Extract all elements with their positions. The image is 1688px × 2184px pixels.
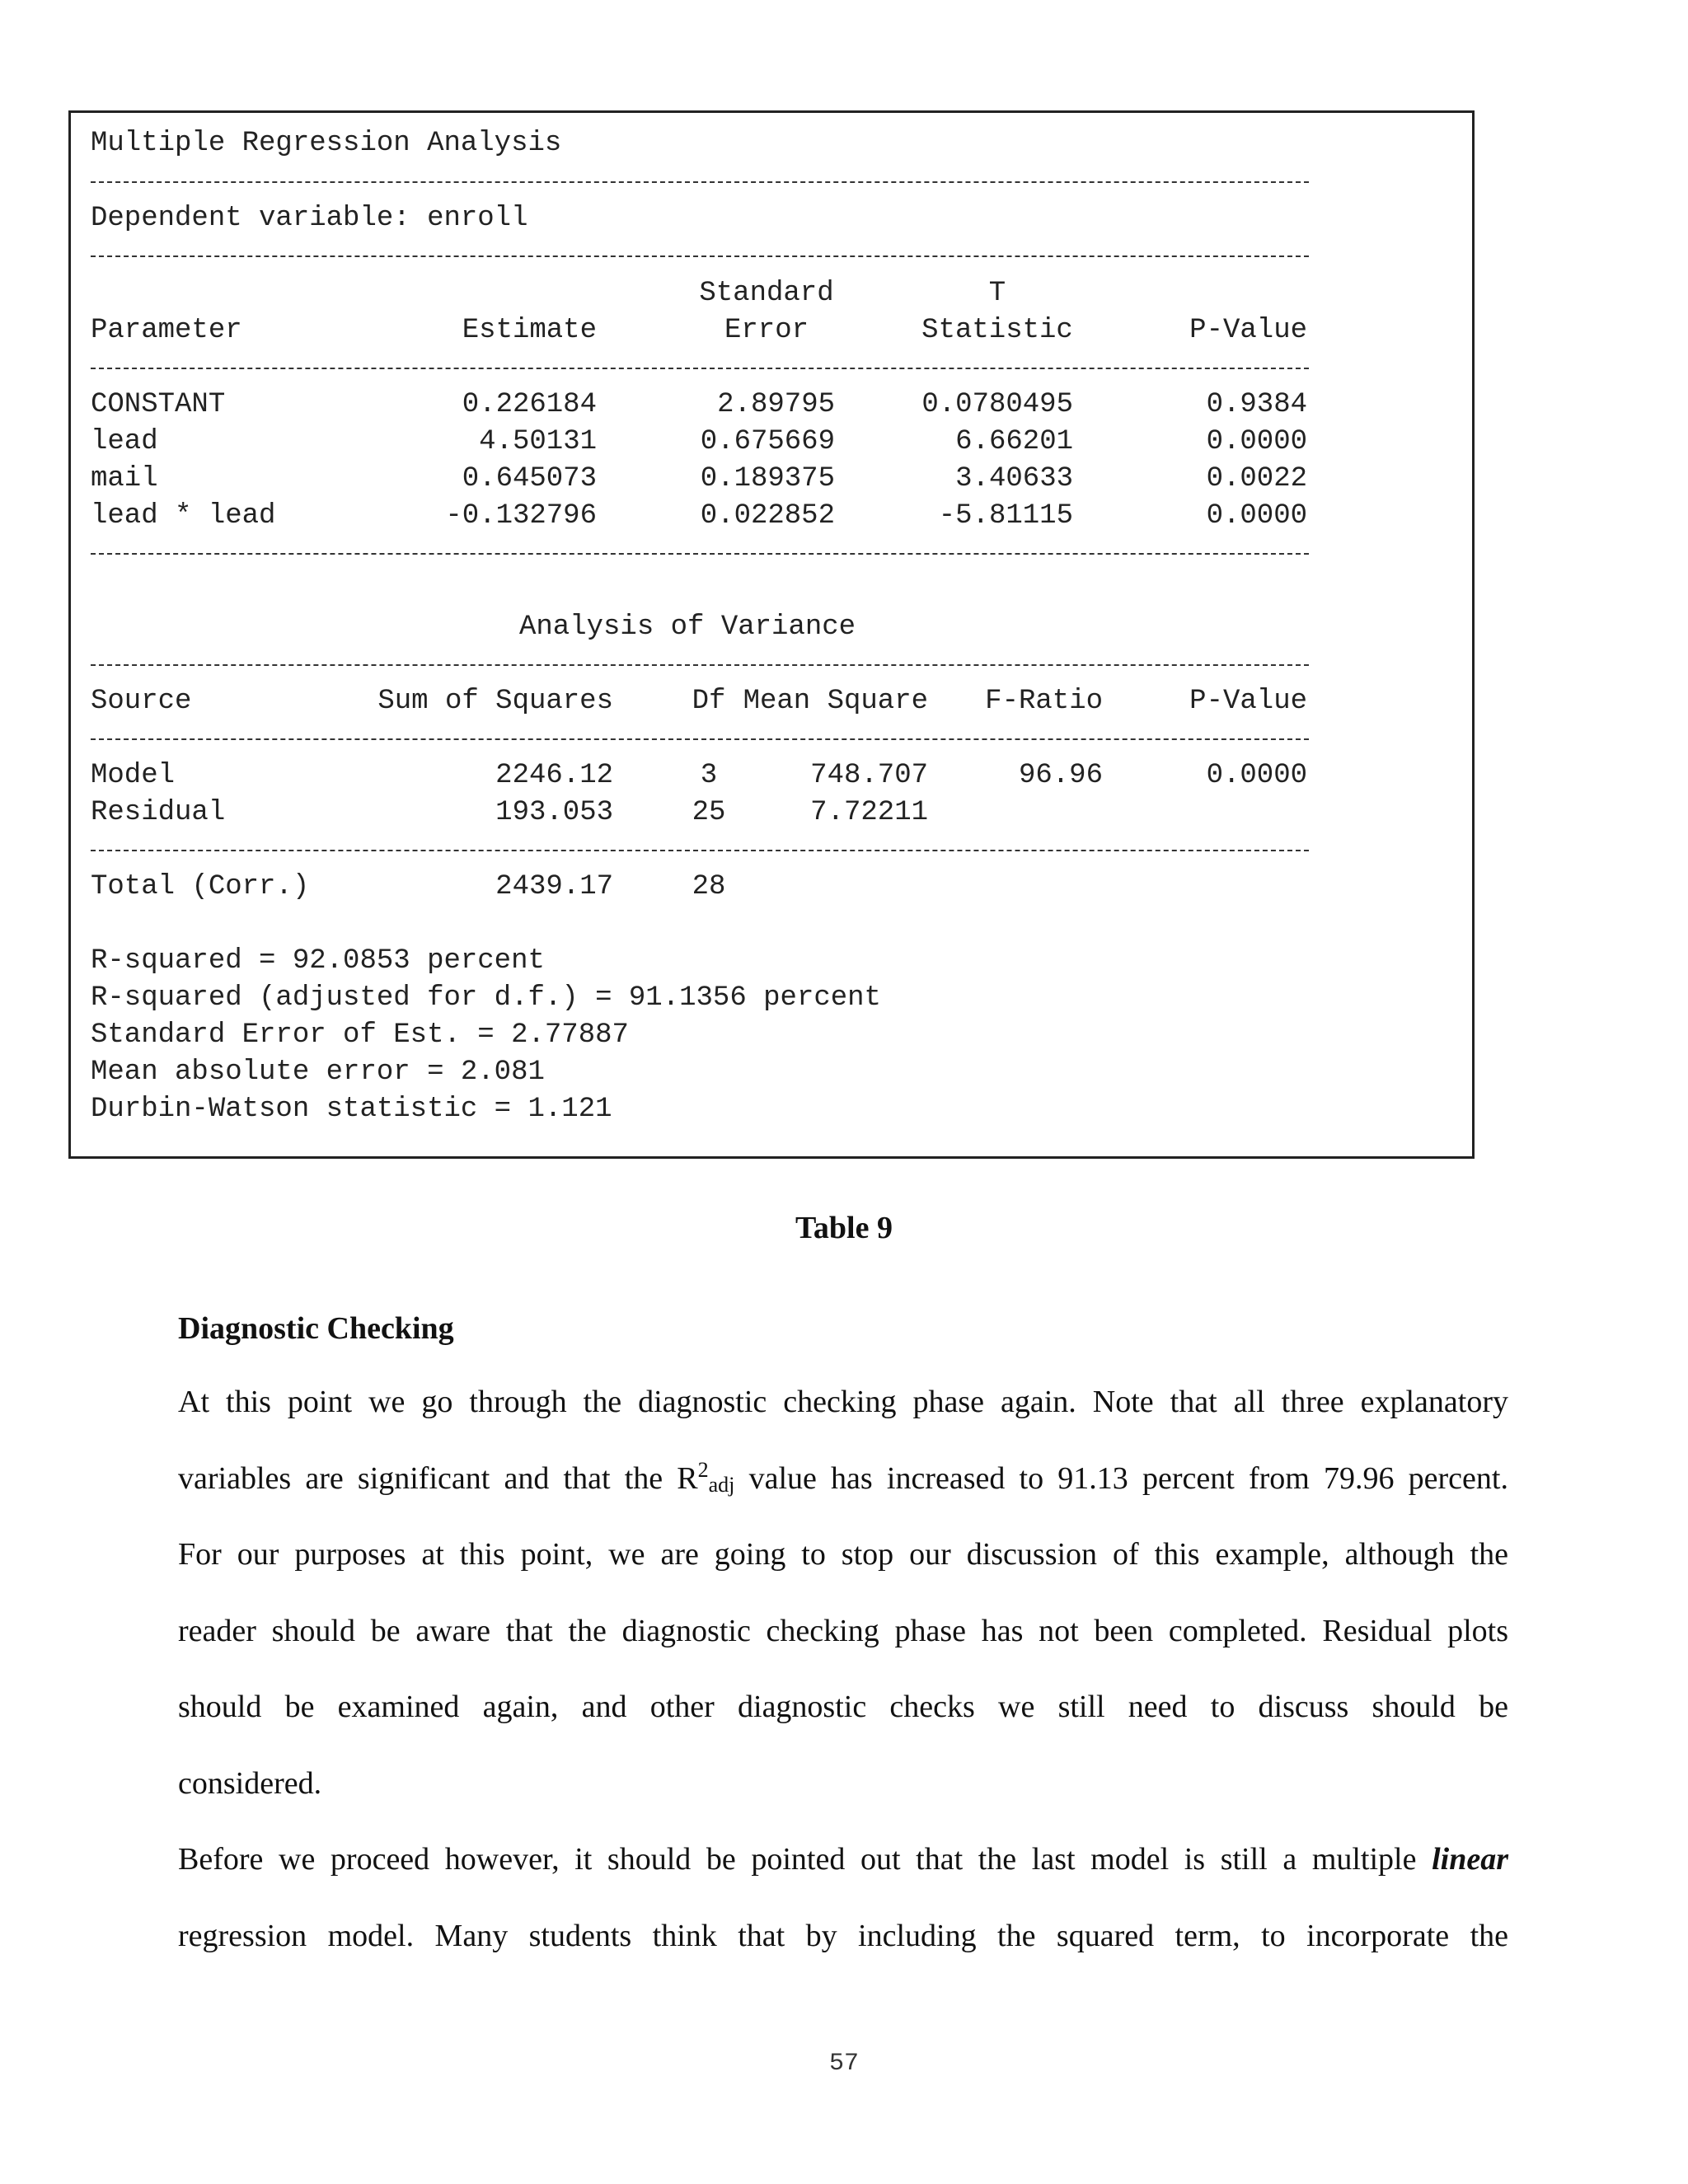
stat-line-r-squared-adjusted: R-squared (adjusted for d.f.) = 91.1356 percent bbox=[91, 982, 881, 1014]
anova-header-mean-square: Mean Square bbox=[743, 686, 928, 717]
paragraph-line: At this point we go through the diagnostic checking phase again. Note that all three explanatory bbox=[178, 1385, 1508, 1419]
coef-row-parameter: lead * lead bbox=[91, 500, 276, 532]
section-heading: Diagnostic Checking bbox=[178, 1311, 454, 1346]
stat-line-r-squared: R-squared = 92.0853 percent bbox=[91, 945, 545, 977]
dependent-variable-label: Dependent variable: enroll bbox=[91, 203, 528, 234]
coef-row-t-statistic: -5.81115 bbox=[938, 500, 1073, 532]
header-t-bottom: Statistic bbox=[921, 315, 1073, 346]
coef-row-estimate: 0.645073 bbox=[462, 463, 597, 494]
divider bbox=[91, 664, 1309, 666]
header-t-top: T bbox=[988, 278, 1006, 309]
coef-row-std-error: 0.022852 bbox=[700, 500, 835, 532]
anova-row-f-ratio: 96.96 bbox=[1018, 760, 1103, 791]
header-estimate: Estimate bbox=[462, 315, 597, 346]
paragraph-line: For our purposes at this point, we are going to stop our discussion of this example, although the bbox=[178, 1537, 1508, 1572]
coef-row-parameter: mail bbox=[91, 463, 158, 494]
header-std-error-top: Standard bbox=[699, 278, 834, 309]
paragraph-line: variables are significant and that the $R^2_{adj}$ value has increased to 91.13 percent from 79.96 percent. bbox=[178, 1457, 1508, 1497]
paragraph-line: should be examined again, and other diagnostic checks we still need to discuss should be bbox=[178, 1690, 1508, 1724]
divider bbox=[91, 553, 1309, 555]
coef-row-p-value: 0.0000 bbox=[1206, 500, 1307, 532]
anova-row-df: 3 bbox=[700, 760, 718, 791]
coef-row-parameter: CONSTANT bbox=[91, 389, 226, 420]
coef-row-estimate: -0.132796 bbox=[445, 500, 597, 532]
anova-row-sum-of-squares: 193.053 bbox=[495, 797, 613, 828]
coef-row-p-value: 0.0022 bbox=[1206, 463, 1307, 494]
coef-row-p-value: 0.0000 bbox=[1206, 426, 1307, 457]
coef-row-estimate: 4.50131 bbox=[479, 426, 597, 457]
coef-row-t-statistic: 6.66201 bbox=[955, 426, 1073, 457]
coef-row-std-error: 0.189375 bbox=[700, 463, 835, 494]
divider bbox=[91, 255, 1309, 257]
anova-title: Analysis of Variance bbox=[519, 612, 856, 643]
anova-row-source: Model bbox=[91, 760, 176, 791]
coef-row-parameter: lead bbox=[91, 426, 158, 457]
paragraph-line: reader should be aware that the diagnostic checking phase has not been completed. Residual plots bbox=[178, 1613, 1508, 1648]
coef-row-t-statistic: 0.0780495 bbox=[921, 389, 1073, 420]
paragraph-line: Before we proceed however, it should be pointed out that the last model is still a multiple linear bbox=[178, 1842, 1508, 1877]
anova-row-sum-of-squares: 2246.12 bbox=[495, 760, 613, 791]
page-number: 57 bbox=[828, 2050, 859, 2078]
stat-line-mean-absolute-error: Mean absolute error = 2.081 bbox=[91, 1057, 545, 1088]
anova-total-source: Total (Corr.) bbox=[91, 871, 310, 902]
anova-header-df: Df bbox=[692, 686, 726, 717]
anova-header-f-ratio: F-Ratio bbox=[985, 686, 1103, 717]
coef-row-std-error: 2.89795 bbox=[717, 389, 835, 420]
anova-row-mean-square: 748.707 bbox=[810, 760, 928, 791]
anova-row-mean-square: 7.72211 bbox=[810, 797, 928, 828]
anova-total-sum-of-squares: 2439.17 bbox=[495, 871, 613, 902]
paragraph-diagnostic bbox=[178, 1364, 1508, 1821]
header-parameter: Parameter bbox=[91, 315, 242, 346]
divider bbox=[91, 850, 1309, 851]
emphasis-linear: linear bbox=[1432, 1842, 1508, 1877]
header-p-value: P-Value bbox=[1189, 315, 1307, 346]
coef-row-std-error: 0.675669 bbox=[700, 426, 835, 457]
anova-row-p-value: 0.0000 bbox=[1206, 760, 1307, 791]
anova-header-sum-of-squares: Sum of Squares bbox=[377, 686, 613, 717]
paragraph-line: regression model. Many students think that by including the squared term, to incorporate the bbox=[178, 1918, 1508, 1953]
stat-line-standard-error: Standard Error of Est. = 2.77887 bbox=[91, 1019, 629, 1051]
coef-row-t-statistic: 3.40633 bbox=[955, 463, 1073, 494]
divider bbox=[91, 368, 1309, 369]
divider bbox=[91, 738, 1309, 740]
paragraph-linear-model bbox=[178, 1821, 1508, 1974]
header-std-error-bottom: Error bbox=[724, 315, 809, 346]
regression-title: Multiple Regression Analysis bbox=[91, 128, 562, 159]
divider bbox=[91, 181, 1309, 183]
anova-row-df: 25 bbox=[692, 797, 726, 828]
paragraph-line: considered. bbox=[178, 1765, 322, 1801]
anova-header-source: Source bbox=[91, 686, 192, 717]
stat-line-durbin-watson: Durbin-Watson statistic = 1.121 bbox=[91, 1094, 612, 1125]
coef-row-estimate: 0.226184 bbox=[462, 389, 597, 420]
anova-row-source: Residual bbox=[91, 797, 226, 828]
anova-header-p-value: P-Value bbox=[1189, 686, 1307, 717]
anova-total-df: 28 bbox=[692, 871, 726, 902]
coef-row-p-value: 0.9384 bbox=[1206, 389, 1307, 420]
table-caption: Table 9 bbox=[795, 1211, 893, 1245]
